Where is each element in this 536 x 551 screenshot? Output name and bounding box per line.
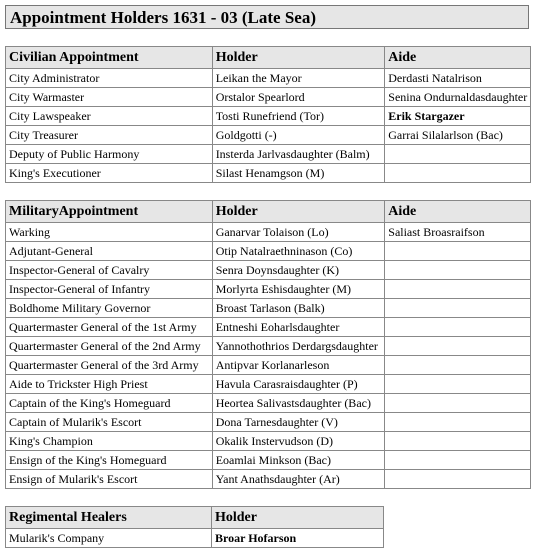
table-row [6,337,531,356]
aide-cell [385,164,531,183]
column-header-healers: Regimental Healers [6,507,212,529]
holder-cell: Yannothothrios Derdargsdaughter [212,337,385,356]
column-header-holder: Holder [212,47,385,69]
table-row [6,375,531,394]
holder-cell: Yant Anathsdaughter (Ar) [212,470,385,489]
aide-cell [385,451,531,470]
table-row [6,261,531,280]
holder-cell: Antipvar Korlanarleson [212,356,385,375]
aide-cell [385,318,531,337]
table-row [6,164,531,183]
holder-cell: Broast Tarlason (Balk) [212,299,385,318]
appointment-cell: Quartermaster General of the 2nd Army [6,337,213,356]
column-header-aide: Aide [385,47,531,69]
appointment-cell: Adjutant-General [6,242,213,261]
appointment-cell: King's Executioner [6,164,213,183]
appointment-cell: Aide to Trickster High Priest [6,375,213,394]
appointment-cell: Quartermaster General of the 3rd Army [6,356,213,375]
column-header-aide: Aide [385,201,531,223]
aide-cell: Garrai Silalarlson (Bac) [385,126,531,145]
column-header-holder: Holder [211,507,383,529]
holder-cell: Okalik Instervudson (D) [212,432,385,451]
aide-cell [385,394,531,413]
appointment-cell: Mularik's Company [6,529,212,548]
appointment-cell: Quartermaster General of the 1st Army [6,318,213,337]
appointment-cell: City Lawspeaker [6,107,213,126]
table-row [6,107,531,126]
military-appointments-table [5,200,531,489]
holder-cell: Heortea Salivastsdaughter (Bac) [212,394,385,413]
holder-cell: Otip Natalraethninason (Co) [212,242,385,261]
holder-cell: Leikan the Mayor [212,69,385,88]
holder-cell: Goldgotti (-) [212,126,385,145]
table-row [6,413,531,432]
table-row [6,223,531,242]
table-row [6,529,384,548]
appointment-cell: Warking [6,223,213,242]
appointment-cell: Captain of Mularik's Escort [6,413,213,432]
holder-cell: Eoamlai Minkson (Bac) [212,451,385,470]
table-header-row [6,507,384,529]
table-row [6,432,531,451]
holder-cell: Broar Hofarson [211,529,383,548]
holder-cell: Insterda Jarlvasdaughter (Balm) [212,145,385,164]
aide-cell [385,299,531,318]
holder-cell: Entneshi Eoharlsdaughter [212,318,385,337]
aide-cell [385,375,531,394]
aide-cell [385,145,531,164]
table-row [6,69,531,88]
page-title: Appointment Holders 1631 - 03 (Late Sea) [5,5,529,29]
holder-cell: Silast Henamgson (M) [212,164,385,183]
column-header-appointment: MilitaryAppointment [6,201,213,223]
table-row [6,299,531,318]
aide-cell [385,470,531,489]
appointment-cell: City Warmaster [6,88,213,107]
appointment-cell: Deputy of Public Harmony [6,145,213,164]
table-header-row [6,47,531,69]
appointment-cell: Ensign of the King's Homeguard [6,451,213,470]
appointment-cell: City Administrator [6,69,213,88]
appointment-cell: Ensign of Mularik's Escort [6,470,213,489]
aide-cell [385,432,531,451]
aide-cell [385,413,531,432]
column-header-holder: Holder [212,201,385,223]
aide-cell: Erik Stargazer [385,107,531,126]
aide-cell [385,242,531,261]
aide-cell: Derdasti Natalrison [385,69,531,88]
holder-cell: Havula Carasraisdaughter (P) [212,375,385,394]
civilian-appointments-table [5,46,531,183]
table-row [6,394,531,413]
regimental-healers-table [5,506,384,548]
holder-cell: Morlyrta Eshisdaughter (M) [212,280,385,299]
table-row [6,88,531,107]
appointment-cell: Inspector-General of Infantry [6,280,213,299]
table-row [6,318,531,337]
table-header-row [6,201,531,223]
aide-cell [385,356,531,375]
appointment-cell: Inspector-General of Cavalry [6,261,213,280]
aide-cell [385,280,531,299]
table-row [6,470,531,489]
holder-cell: Senra Doynsdaughter (K) [212,261,385,280]
aide-cell: Saliast Broasraifson [385,223,531,242]
table-row [6,280,531,299]
appointment-cell: Boldhome Military Governor [6,299,213,318]
table-row [6,126,531,145]
holder-cell: Dona Tarnesdaughter (V) [212,413,385,432]
appointment-cell: King's Champion [6,432,213,451]
aide-cell [385,337,531,356]
appointment-cell: City Treasurer [6,126,213,145]
table-row [6,451,531,470]
table-row [6,145,531,164]
table-row [6,242,531,261]
holder-cell: Orstalor Spearlord [212,88,385,107]
column-header-appointment: Civilian Appointment [6,47,213,69]
holder-cell: Ganarvar Tolaison (Lo) [212,223,385,242]
appointment-cell: Captain of the King's Homeguard [6,394,213,413]
table-row [6,356,531,375]
aide-cell: Senina Ondurnaldasdaughter [385,88,531,107]
aide-cell [385,261,531,280]
holder-cell: Tosti Runefriend (Tor) [212,107,385,126]
